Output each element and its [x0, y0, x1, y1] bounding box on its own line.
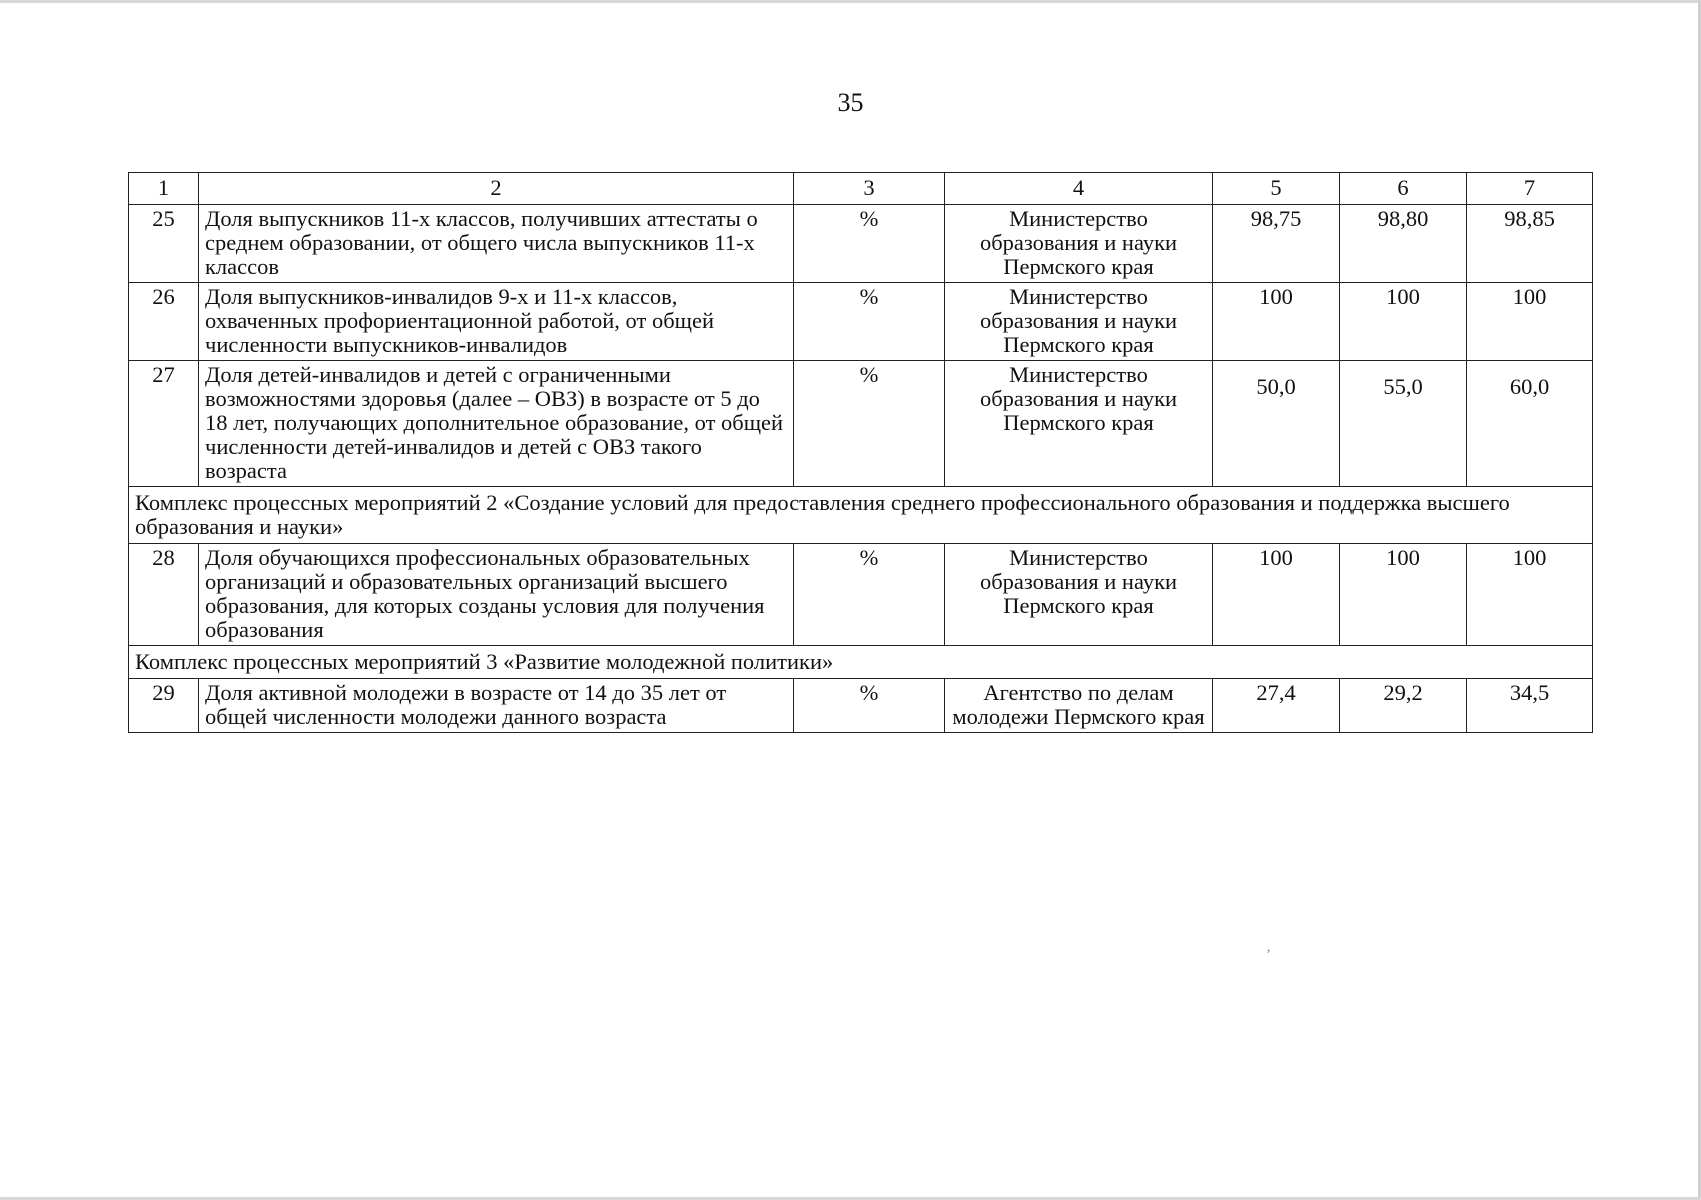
value-col5: 98,75 [1213, 205, 1340, 283]
table-row [129, 283, 1593, 361]
value-col6: 98,80 [1340, 205, 1467, 283]
value-col6: 100 [1340, 283, 1467, 361]
value-col7: 100 [1467, 283, 1593, 361]
indicator-name: Доля обучающихся профессиональных образовательных организаций и образовательных организаций высшего образования, для которых созданы условия для получения образования [199, 544, 794, 646]
value-col5: 50,0 [1213, 361, 1340, 487]
value-col7: 98,85 [1467, 205, 1593, 283]
indicator-name: Доля выпускников-инвалидов 9-х и 11-х классов, охваченных профориентационной работой, от общей численности выпускников-инвалидов [199, 283, 794, 361]
section-row [129, 646, 1593, 679]
value-col7: 100 [1467, 544, 1593, 646]
responsible-body: Министерство образования и науки Пермского края [945, 205, 1213, 283]
unit: % [794, 361, 945, 487]
responsible-body: Министерство образования и науки Пермского края [945, 361, 1213, 487]
responsible-body: Агентство по делам молодежи Пермского края [945, 679, 1213, 733]
table-row [129, 544, 1593, 646]
table-row [129, 679, 1593, 733]
section-title: Комплекс процессных мероприятий 2 «Создание условий для предоставления среднего профессионального образования и поддержка высшего образования и науки» [129, 487, 1593, 544]
unit: % [794, 283, 945, 361]
column-header: 5 [1213, 173, 1340, 205]
indicator-name: Доля активной молодежи в возрасте от 14 до 35 лет от общей численности молодежи данного возраста [199, 679, 794, 733]
row-number: 26 [129, 283, 199, 361]
column-number-row [129, 173, 1593, 205]
column-header: 4 [945, 173, 1213, 205]
column-header: 7 [1467, 173, 1593, 205]
unit: % [794, 679, 945, 733]
page-number: 35 [837, 88, 864, 117]
value-col7: 60,0 [1467, 361, 1593, 487]
value-col5: 100 [1213, 544, 1340, 646]
row-number: 29 [129, 679, 199, 733]
row-number: 28 [129, 544, 199, 646]
value-col6: 100 [1340, 544, 1467, 646]
value-col7: 34,5 [1467, 679, 1593, 733]
section-row [129, 487, 1593, 544]
section-title: Комплекс процессных мероприятий 3 «Развитие молодежной политики» [129, 646, 1593, 679]
scan-edge-top [0, 0, 1701, 3]
value-col6: 29,2 [1340, 679, 1467, 733]
column-header: 2 [199, 173, 794, 205]
column-header: 3 [794, 173, 945, 205]
value-col5: 100 [1213, 283, 1340, 361]
responsible-body: Министерство образования и науки Пермского края [945, 283, 1213, 361]
row-number: 27 [129, 361, 199, 487]
value-col5: 27,4 [1213, 679, 1340, 733]
value-col6: 55,0 [1340, 361, 1467, 487]
row-number: 25 [129, 205, 199, 283]
indicator-name: Доля выпускников 11-х классов, получивших аттестаты о среднем образовании, от общего числа выпускников 11-х классов [199, 205, 794, 283]
table-row [129, 205, 1593, 283]
table-row [129, 361, 1593, 487]
responsible-body: Министерство образования и науки Пермского края [945, 544, 1213, 646]
scan-speck: , [1267, 940, 1271, 955]
column-header: 6 [1340, 173, 1467, 205]
unit: % [794, 544, 945, 646]
column-header: 1 [129, 173, 199, 205]
unit: % [794, 205, 945, 283]
indicator-name: Доля детей-инвалидов и детей с ограниченными возможностями здоровья (далее – ОВЗ) в возрасте от 5 до 18 лет, получающих дополнительное образование, от общей численности детей-инвалидов и детей с ОВЗ такого возраста [199, 361, 794, 487]
indicators-table [128, 172, 1593, 733]
